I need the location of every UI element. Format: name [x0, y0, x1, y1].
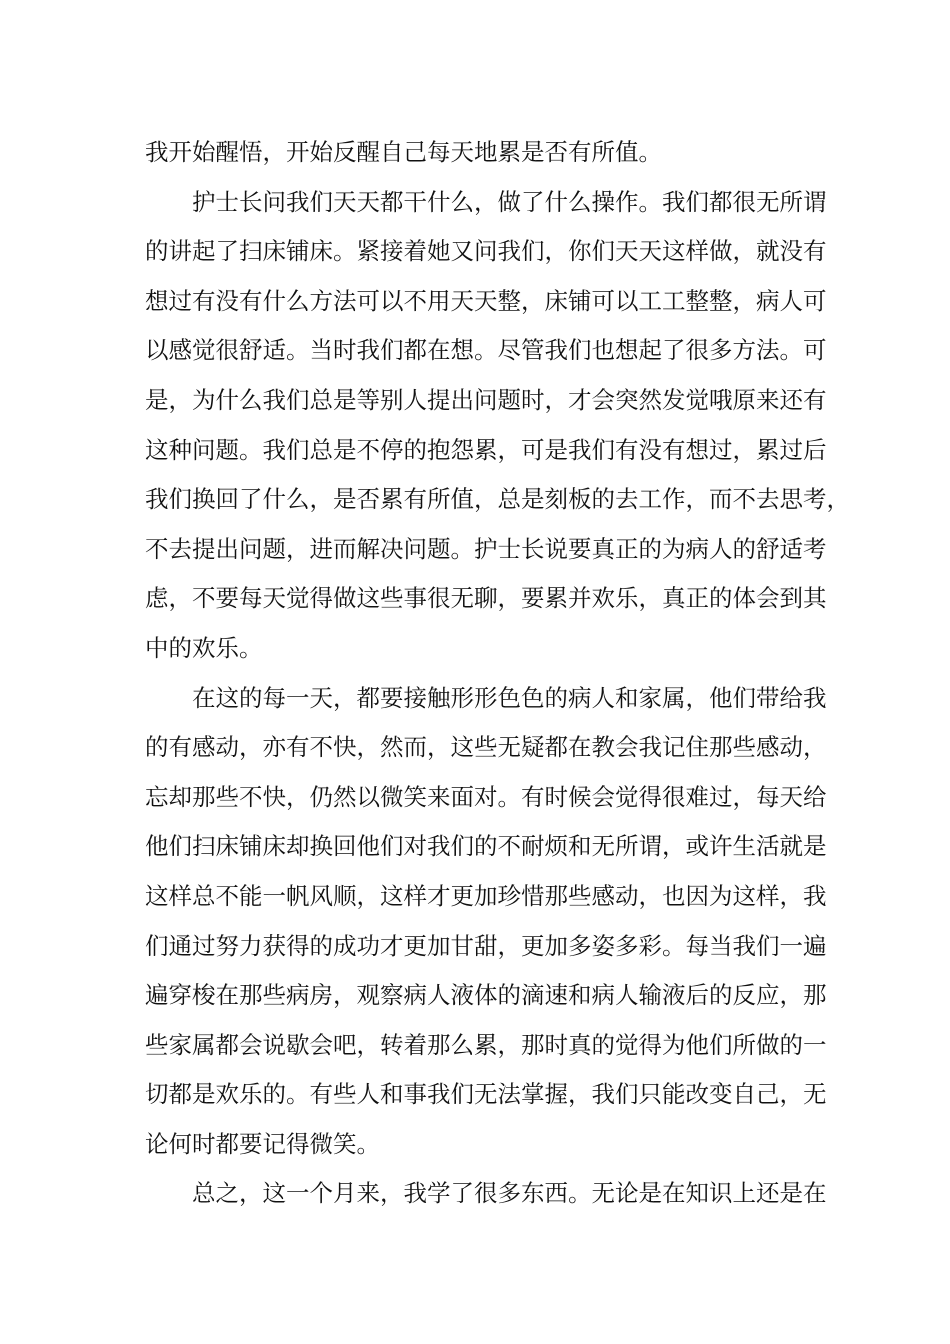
- text-line: 些家属都会说歇会吧，转着那么累，那时真的觉得为他们所做的一: [145, 1030, 827, 1059]
- text-line: 以感觉很舒适。当时我们都在想。尽管我们也想起了很多方法。可: [145, 336, 827, 365]
- body-text: [145, 128, 850, 1219]
- text-line: 这样总不能一帆风顺，这样才更加珍惜那些感动，也因为这样，我: [145, 881, 827, 910]
- text-line: 他们扫床铺床却换回他们对我们的不耐烦和无所谓，或许生活就是: [145, 832, 827, 861]
- text-line: 我们换回了什么，是否累有所值，总是刻板的去工作，而不去思考，: [145, 485, 850, 514]
- text-line: 的有感动，亦有不快，然而，这些无疑都在教会我记住那些感动，: [145, 733, 827, 762]
- text-line: 中的欢乐。: [145, 633, 263, 662]
- text-line: 切都是欢乐的。有些人和事我们无法掌握，我们只能改变自己，无: [145, 1080, 827, 1109]
- text-line: 论何时都要记得微笑。: [145, 1129, 380, 1158]
- text-line: 不去提出问题，进而解决问题。护士长说要真正的为病人的舒适考: [145, 534, 827, 563]
- text-line: 虑，不要每天觉得做这些事很无聊，要累并欢乐，真正的体会到其: [145, 584, 827, 613]
- paragraph-start-line: 在这的每一天，都要接触形形色色的病人和家属，他们带给我: [192, 683, 827, 712]
- text-line: 我开始醒悟，开始反醒自己每天地累是否有所值。: [145, 138, 662, 166]
- text-line: 这种问题。我们总是不停的抱怨累，可是我们有没有想过，累过后: [145, 435, 827, 464]
- text-line: 想过有没有什么方法可以不用天天整，床铺可以工工整整，病人可: [145, 286, 827, 315]
- text-line: 们通过努力获得的成功才更加甘甜，更加多姿多彩。每当我们一遍: [145, 931, 827, 960]
- text-line: 忘却那些不快，仍然以微笑来面对。有时候会觉得很难过，每天给: [145, 782, 827, 811]
- text-line: 的讲起了扫床铺床。紧接着她又问我们，你们天天这样做，就没有: [145, 237, 827, 266]
- paragraph-start-line: 总之，这一个月来，我学了很多东西。无论是在知识上还是在: [192, 1179, 827, 1208]
- text-line: 是，为什么我们总是等别人提出问题时，才会突然发觉哦原来还有: [145, 385, 827, 414]
- text-line: 遍穿梭在那些病房，观察病人液体的滴速和病人输液后的反应，那: [145, 981, 827, 1010]
- paragraph-start-line: 护士长问我们天天都干什么，做了什么操作。我们都很无所谓: [192, 187, 827, 216]
